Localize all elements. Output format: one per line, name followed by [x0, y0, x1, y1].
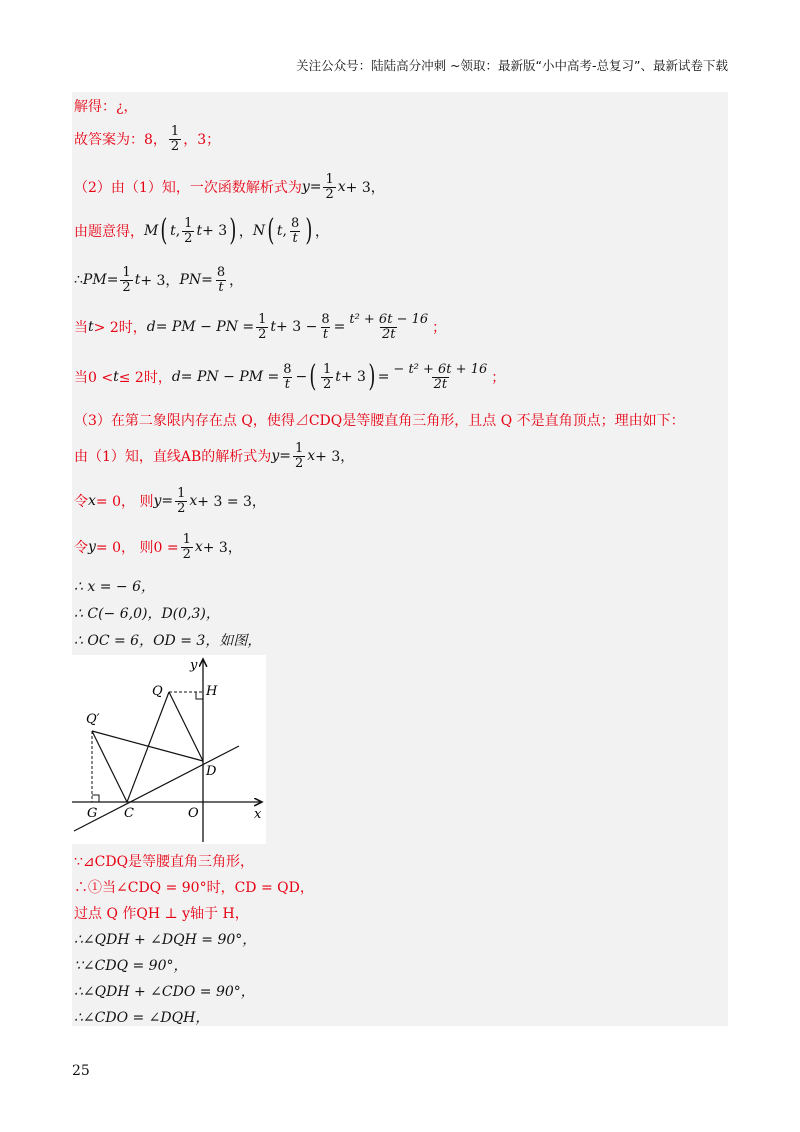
- text-segment: ；: [432, 320, 447, 337]
- denominator: 2t: [381, 326, 396, 342]
- denominator: 2t: [433, 376, 448, 392]
- text-segment: =: [333, 319, 346, 336]
- paren-close: ): [305, 213, 313, 248]
- denominator: t: [322, 326, 329, 342]
- text-segment: 令: [74, 494, 88, 511]
- solution-line-15: ∵⊿CDQ是等腰直角三角形，: [74, 854, 255, 870]
- numerator: 8: [283, 361, 292, 377]
- text-segment: 由题意得，: [74, 224, 144, 240]
- segment-qpd: [92, 731, 203, 761]
- text-segment: ；: [491, 370, 506, 386]
- paren-open: (: [267, 213, 275, 248]
- text-segment: + 3 = 3，: [197, 494, 266, 511]
- solution-line-8: （3）在第二象限内存在点 Q，使得⊿CDQ是等腰直角三角形，且点 Q 不是直角顶点；理由如下：: [74, 413, 685, 429]
- text-segment: ，3；: [183, 132, 221, 149]
- text-segment: = PN − PM =: [180, 369, 280, 385]
- text-segment: + 3，: [140, 273, 180, 290]
- text-segment: > 2时，: [93, 320, 147, 337]
- text-segment: + 3: [202, 223, 228, 239]
- numerator: 1: [182, 532, 191, 547]
- text-segment: ,: [282, 223, 287, 239]
- solution-line-12: ∴ x = − 6，: [74, 579, 155, 595]
- solution-line-17: 过点 Q 作QH ⊥ y轴于 H，: [74, 906, 249, 922]
- fraction: [293, 442, 305, 470]
- text-segment: ∴: [74, 272, 83, 289]
- text-segment: 当0 <: [74, 370, 114, 386]
- text-segment: =: [106, 272, 119, 289]
- fraction: [319, 313, 331, 341]
- text-segment: = 0， 则0 =: [95, 540, 179, 557]
- math-var: d: [171, 369, 181, 385]
- math-var: t: [270, 319, 277, 336]
- math-var: x: [189, 493, 198, 510]
- fraction: [281, 363, 293, 391]
- text-segment: =: [309, 179, 322, 196]
- math-var: t: [170, 223, 176, 239]
- text-segment: + 3 −: [276, 319, 318, 336]
- solution-line-13: ∴ C(− 6,0)，D(0,3)，: [74, 606, 220, 622]
- label-d: D: [206, 764, 217, 779]
- solution-line-3: [74, 173, 385, 201]
- math-var: PM: [82, 272, 107, 289]
- solution-line-7: [74, 359, 506, 394]
- fraction: [289, 217, 301, 245]
- coordinate-diagram: [72, 655, 266, 844]
- denominator: 2: [170, 138, 180, 154]
- math-var: d: [146, 319, 156, 336]
- numerator: 1: [322, 361, 332, 377]
- text-segment: + 3，: [202, 540, 242, 557]
- text-segment: + 3，: [315, 449, 355, 466]
- fraction: [391, 363, 489, 391]
- solution-line-16: ∴①当∠CDQ = 90°时，CD = QD，: [74, 880, 314, 896]
- numerator: 1: [122, 265, 131, 280]
- numerator: 8: [290, 215, 300, 231]
- page-number: 25: [72, 1063, 90, 1079]
- right-angle-h: [196, 692, 203, 699]
- denominator: 2: [322, 376, 332, 392]
- math-var: x: [307, 448, 316, 465]
- label-qprime: Q′: [86, 712, 100, 727]
- label-q: Q: [152, 684, 163, 699]
- solution-block: [72, 92, 728, 1026]
- text-segment: + 3: [340, 369, 366, 385]
- fraction: [256, 313, 268, 341]
- line-ab: [74, 746, 239, 831]
- math-var: M: [144, 223, 159, 239]
- math-var: y: [88, 539, 96, 556]
- numerator: 1: [294, 441, 304, 456]
- text-segment: ，: [314, 224, 329, 240]
- solution-line-9: [74, 442, 354, 470]
- denominator: 2: [325, 186, 334, 202]
- label-o: O: [188, 806, 199, 821]
- diagram-svg: [72, 655, 266, 844]
- paren-close: ): [229, 213, 237, 248]
- page-header: 关注公众号：陆陆高分冲刺 ~领取：最新版“小中高考-总复习”、最新试卷下载: [296, 58, 728, 73]
- denominator: t: [218, 279, 224, 295]
- math-var: y: [153, 493, 162, 510]
- math-var: t: [335, 369, 341, 385]
- text-segment: −: [295, 369, 308, 385]
- solution-line-6: [74, 313, 446, 341]
- denominator: 2: [177, 500, 186, 516]
- solution-line-21: ∴∠CDO = ∠DQH，: [74, 1010, 210, 1026]
- numerator: 1: [258, 312, 267, 327]
- numerator: t² + 6t − 16: [349, 312, 429, 327]
- solution-line-20: ∴∠QDH + ∠CDO = 90°，: [74, 984, 255, 1000]
- solution-line-19: ∵∠CDQ = 90°，: [74, 958, 188, 974]
- paren-open: (: [160, 213, 168, 248]
- fraction: [175, 487, 187, 515]
- fraction: [169, 125, 181, 153]
- numerator: 1: [177, 486, 186, 501]
- solution-line-18: ∴∠QDH + ∠DQH = 90°，: [74, 932, 257, 948]
- numerator: − t² + 6t + 16: [393, 361, 488, 377]
- fraction: [120, 266, 132, 294]
- numerator: 1: [184, 215, 193, 231]
- text-segment: =: [201, 272, 213, 289]
- text-segment: =: [161, 493, 174, 510]
- denominator: 2: [258, 326, 267, 342]
- math-var: x: [194, 539, 203, 556]
- paren-open: (: [309, 359, 317, 394]
- fraction: [215, 266, 227, 294]
- math-var: t: [276, 223, 283, 239]
- text-segment: 令: [74, 540, 88, 557]
- math-var: t: [113, 369, 119, 385]
- math-var: t: [88, 319, 94, 336]
- text-segment: ，: [229, 273, 244, 290]
- label-h: H: [206, 684, 218, 699]
- solution-line-2: [74, 125, 220, 153]
- text-segment: ，: [238, 224, 253, 240]
- solution-line-10: [74, 487, 266, 515]
- math-var: PN: [179, 272, 202, 289]
- denominator: t: [292, 230, 298, 246]
- label-c: C: [124, 806, 134, 821]
- text-segment: 故答案为：8，: [74, 132, 167, 149]
- label-g: G: [87, 806, 98, 821]
- denominator: 2: [184, 230, 193, 246]
- solution-line-4: [74, 213, 329, 248]
- denominator: 2: [122, 279, 131, 295]
- right-angle-g: [92, 795, 99, 802]
- fraction: [347, 313, 430, 341]
- solution-line-14: ∴ OC = 6，OD = 3，如图，: [74, 633, 262, 649]
- solution-line-5: [74, 266, 243, 294]
- math-var: t: [134, 272, 141, 289]
- numerator: 1: [325, 172, 334, 187]
- text-segment: （2）由（1）知，一次函数解析式为: [74, 180, 302, 197]
- label-x: x: [254, 807, 262, 822]
- text-segment: = PM − PN =: [155, 319, 255, 336]
- text-segment: = 0， 则: [95, 494, 154, 511]
- math-var: y: [271, 448, 280, 465]
- fraction: [323, 173, 335, 201]
- math-var: y: [301, 179, 310, 196]
- math-var: t: [196, 223, 203, 239]
- numerator: 8: [321, 312, 330, 327]
- segment-qd: [169, 692, 203, 761]
- text-segment: =: [377, 369, 390, 385]
- fraction: [321, 363, 333, 391]
- text-segment: ,: [175, 223, 181, 239]
- text-segment: + 3，: [345, 180, 385, 197]
- fraction: [181, 533, 193, 561]
- math-var: x: [337, 179, 346, 196]
- math-var: x: [88, 493, 96, 510]
- text-segment: ≤ 2时，: [118, 370, 172, 386]
- text-segment: =: [279, 448, 291, 465]
- fraction: [182, 217, 194, 245]
- label-y: y: [190, 658, 198, 673]
- denominator: t: [284, 376, 290, 392]
- math-var: N: [252, 223, 266, 239]
- denominator: 2: [182, 546, 191, 562]
- solution-line-11: [74, 533, 242, 561]
- segment-cqp: [92, 731, 127, 802]
- paren-close: ): [368, 359, 376, 394]
- denominator: 2: [294, 455, 304, 471]
- solution-line-1: 解得：¿，: [74, 99, 138, 115]
- text-segment: 由（1）知，直线AB的解析式为: [74, 449, 272, 466]
- text-segment: 当: [74, 320, 88, 337]
- numerator: 1: [170, 124, 180, 139]
- numerator: 8: [216, 265, 226, 280]
